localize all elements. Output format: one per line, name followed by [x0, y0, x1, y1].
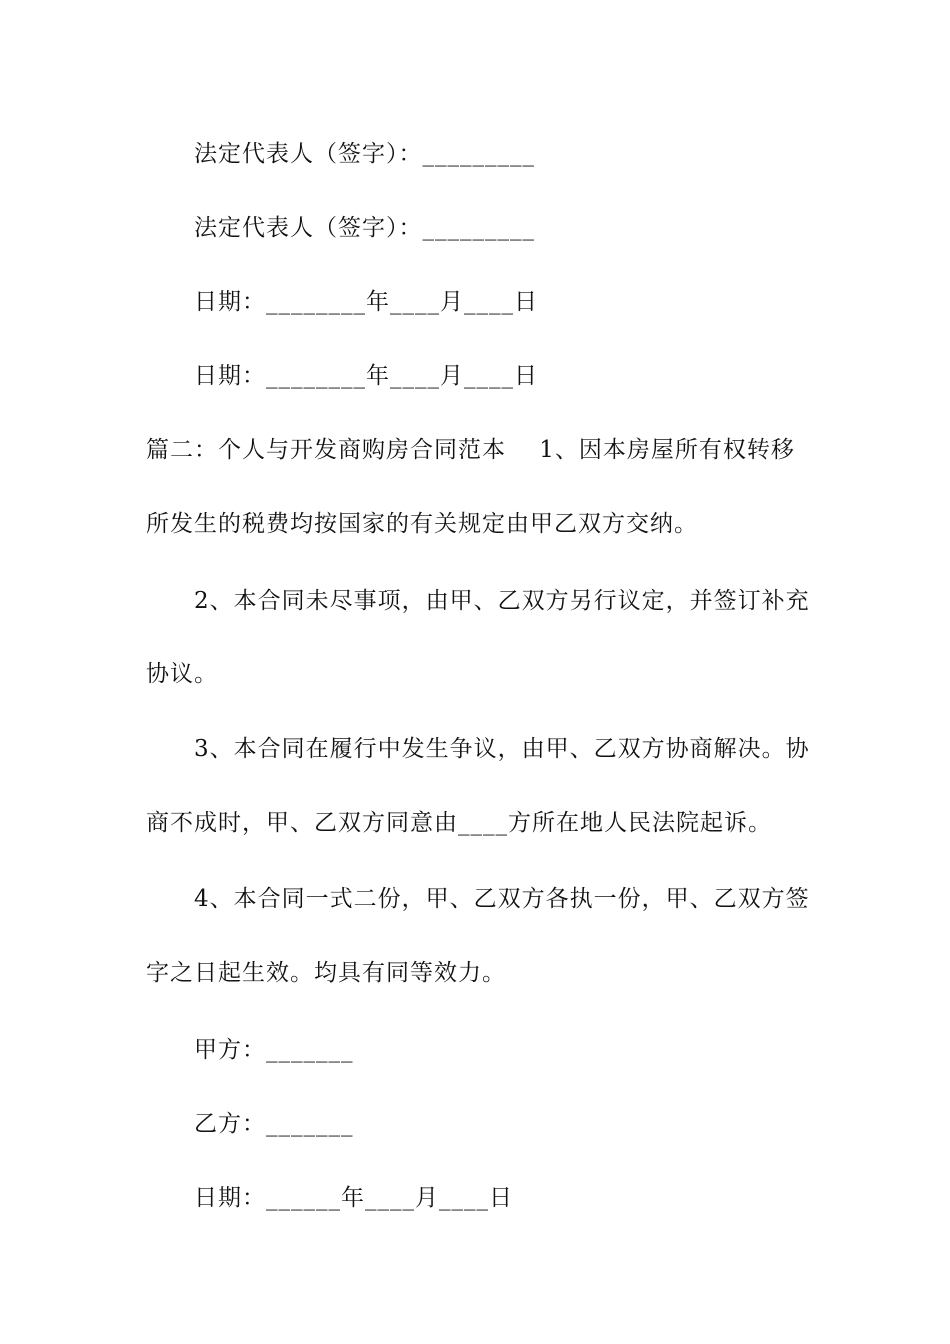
- party-b-signature: 乙方：_______: [194, 1111, 354, 1137]
- clause-1-continued: 所发生的税费均按国家的有关规定由甲乙双方交纳。: [146, 511, 698, 537]
- section-2-heading-line: 篇二：个人与开发商购房合同范本 1、因本房屋所有权转移: [146, 437, 795, 463]
- legal-rep-signature-2: 法定代表人（签字）：_________: [194, 215, 535, 241]
- clause-3-line-1: 3、本合同在履行中发生争议，由甲、乙双方协商解决。协: [194, 736, 810, 762]
- clause-4-line-2: 字之日起生效。均具有同等效力。: [146, 960, 506, 986]
- clause-2-line-2: 协议。: [146, 661, 218, 687]
- clause-4-line-1: 4、本合同一式二份，甲、乙双方各执一份，甲、乙双方签: [194, 886, 810, 912]
- date-line-3: 日期：______年____月____日: [194, 1185, 513, 1211]
- date-line-2: 日期：________年____月____日: [194, 363, 538, 389]
- clause-2-line-1: 2、本合同未尽事项，由甲、乙双方另行议定，并签订补充: [194, 588, 810, 614]
- date-line-1: 日期：________年____月____日: [194, 289, 538, 315]
- clause-3-line-2: 商不成时，甲、乙双方同意由____方所在地人民法院起诉。: [146, 810, 772, 836]
- legal-rep-signature-1: 法定代表人（签字）：_________: [194, 141, 535, 167]
- party-a-signature: 甲方：_______: [194, 1037, 354, 1063]
